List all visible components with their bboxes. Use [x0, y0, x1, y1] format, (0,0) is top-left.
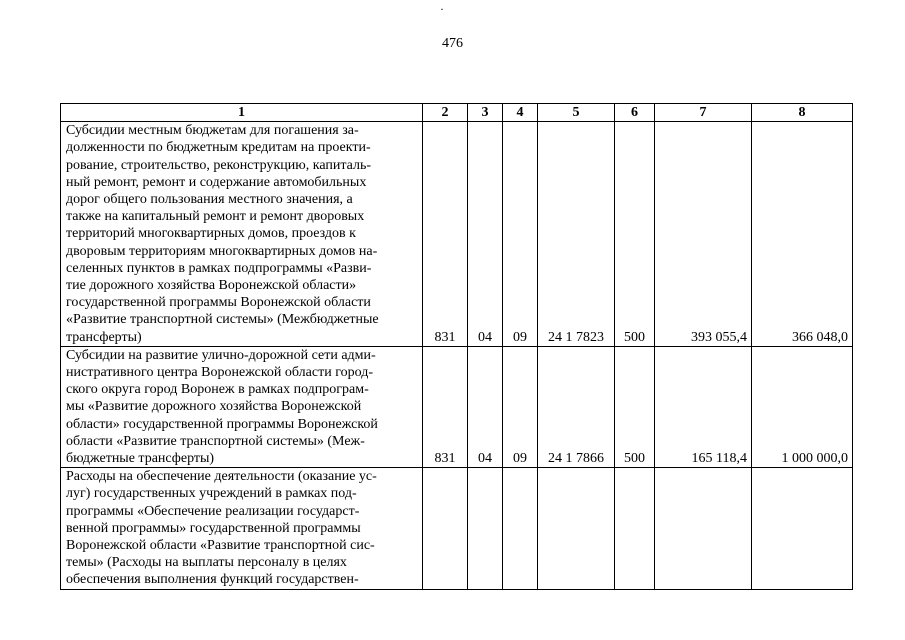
column-header: 6: [615, 104, 655, 122]
description-line: луг) государственных учреждений в рамках под-: [66, 486, 357, 502]
cell-target-article: 24 1 7866: [538, 346, 615, 467]
description-line: территорий многоквартирных домов, проездов к: [66, 226, 356, 242]
description-line: бюджетные трансферты): [66, 451, 215, 467]
cell-department-code: 831: [423, 122, 468, 347]
scan-dot-mark: ·: [440, 2, 444, 16]
cell-subsection-code: [503, 468, 538, 589]
cell-section-code: [468, 468, 503, 589]
description-line: ского округа город Воронеж в рамках подпрограм-: [66, 382, 369, 398]
row-description: [61, 346, 423, 467]
description-line: тие дорожного хозяйства Воронежской области»: [66, 278, 357, 294]
description-line: государственной программы Воронежской области: [66, 295, 371, 311]
cell-subsection-code: 09: [503, 122, 538, 347]
cell-target-article: [538, 468, 615, 589]
budget-table: [60, 103, 853, 590]
cell-department-code: 831: [423, 346, 468, 467]
cell-subsection-code: 09: [503, 346, 538, 467]
column-header: 3: [468, 104, 503, 122]
description-line: обеспечения выполнения функций государствен-: [66, 572, 359, 588]
column-header: 1: [61, 104, 423, 122]
cell-target-article: 24 1 7823: [538, 122, 615, 347]
cell-amount-col8: 1 000 000,0: [752, 346, 853, 467]
description-line: трансферты): [66, 329, 142, 345]
column-header: 4: [503, 104, 538, 122]
column-header: 8: [752, 104, 853, 122]
cell-amount-col8: [752, 468, 853, 589]
description-line: рование, строительство, реконструкцию, капиталь-: [66, 157, 372, 173]
table-header-row: [61, 104, 853, 122]
description-line: темы» (Расходы на выплаты персоналу в целях: [66, 555, 347, 571]
cell-department-code: [423, 468, 468, 589]
table-row: [61, 468, 853, 589]
description-line: венной программы» государственной программы: [66, 520, 361, 536]
description-line: программы «Обеспечение реализации государст-: [66, 503, 360, 519]
description-line: «Развитие транспортной системы» (Межбюджетные: [66, 312, 379, 328]
cell-section-code: 04: [468, 122, 503, 347]
table-row: [61, 346, 853, 467]
description-line: долженности по бюджетным кредитам на проекти-: [66, 140, 371, 156]
description-line: дворовым территориям многоквартирных домов на-: [66, 243, 378, 259]
cell-expense-type: 500: [615, 346, 655, 467]
table-row: [61, 122, 853, 347]
description-line: области» государственной программы Воронежской: [66, 416, 378, 432]
row-description: [61, 122, 423, 347]
description-line: также на капитальный ремонт и ремонт дворовых: [66, 209, 365, 225]
description-line: ный ремонт, ремонт и содержание автомобильных: [66, 174, 367, 190]
cell-expense-type: [615, 468, 655, 589]
description-line: Расходы на обеспечение деятельности (оказание ус-: [66, 469, 377, 485]
cell-amount-col7: 393 055,4: [655, 122, 752, 347]
description-line: Воронежской области «Развитие транспортной сис-: [66, 538, 375, 554]
description-line: мы «Развитие дорожного хозяйства Воронежской: [66, 399, 362, 415]
description-line: селенных пунктов в рамках подпрограммы «Разви-: [66, 260, 372, 276]
column-header: 2: [423, 104, 468, 122]
cell-amount-col8: 366 048,0: [752, 122, 853, 347]
cell-amount-col7: [655, 468, 752, 589]
description-line: дорог общего пользования местного значения, а: [66, 192, 353, 208]
column-header: 7: [655, 104, 752, 122]
description-line: Субсидии на развитие улично-дорожной сети адми-: [66, 347, 376, 363]
cell-amount-col7: 165 118,4: [655, 346, 752, 467]
description-line: Субсидии местным бюджетам для погашения за-: [66, 123, 359, 139]
description-line: нистративного центра Воронежской области город-: [66, 365, 373, 381]
column-header: 5: [538, 104, 615, 122]
description-line: области «Развитие транспортной системы» (Меж-: [66, 433, 365, 449]
page-number: 476: [442, 36, 463, 51]
cell-section-code: 04: [468, 346, 503, 467]
row-description: [61, 468, 423, 589]
cell-expense-type: 500: [615, 122, 655, 347]
